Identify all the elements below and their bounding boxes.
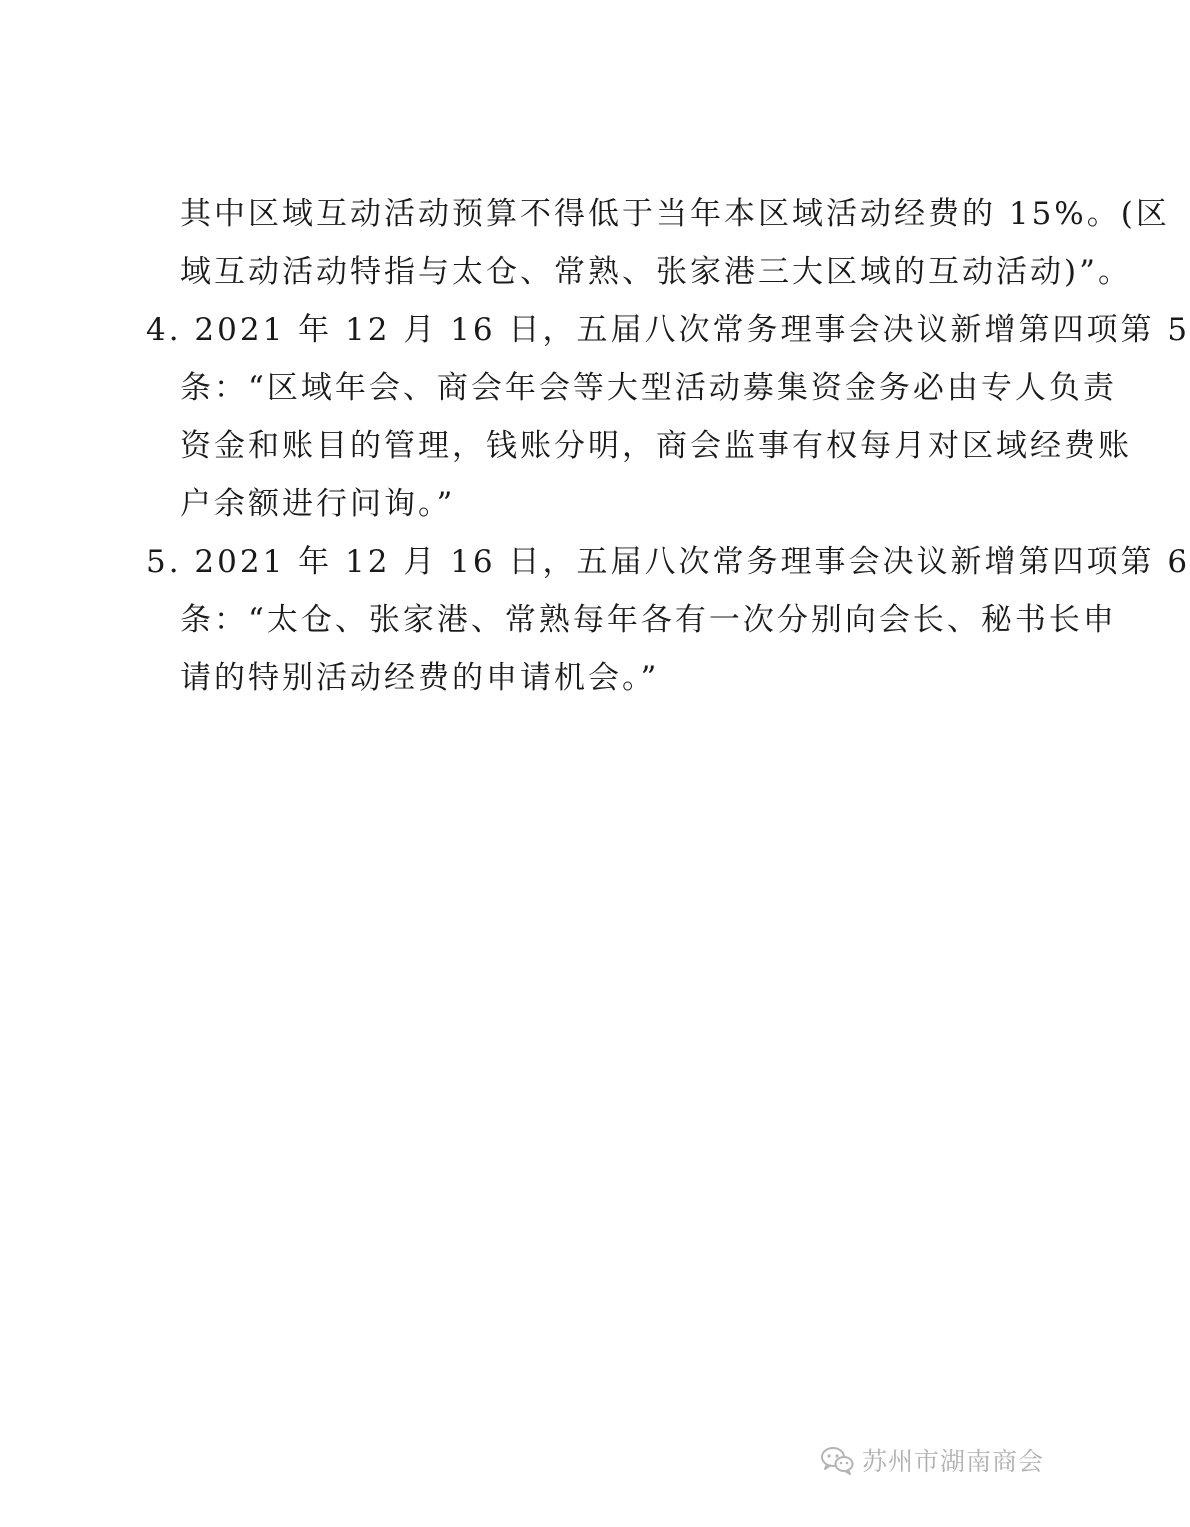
paragraph-line: 户余额进行问询。” — [180, 486, 456, 522]
wechat-icon — [820, 1445, 854, 1475]
list-item-4-line: 4. 2021 年 12 月 16 日，五届八次常务理事会决议新增第四项第 5 — [146, 312, 1190, 348]
paragraph-line: 条：“区域年会、商会年会等大型活动募集资金务必由专人负责 — [180, 370, 1117, 406]
paragraph-line: 其中区域互动活动预算不得低于当年本区域活动经费的 15%。(区 — [180, 196, 1170, 232]
paragraph-line: 域互动活动特指与太仓、常熟、张家港三大区域的互动活动)”。 — [180, 254, 1132, 290]
list-item-5-line: 5. 2021 年 12 月 16 日，五届八次常务理事会决议新增第四项第 6 — [146, 544, 1190, 580]
paragraph-line: 条：“太仓、张家港、常熟每年各有一次分别向会长、秘书长申 — [180, 602, 1117, 638]
paragraph-line: 资金和账目的管理，钱账分明，商会监事有权每月对区域经费账 — [180, 428, 1132, 464]
watermark — [820, 1442, 1044, 1478]
paragraph-line: 请的特别活动经费的申请机会。” — [180, 660, 660, 696]
watermark-text: 苏州市湖南商会 — [861, 1447, 1044, 1476]
